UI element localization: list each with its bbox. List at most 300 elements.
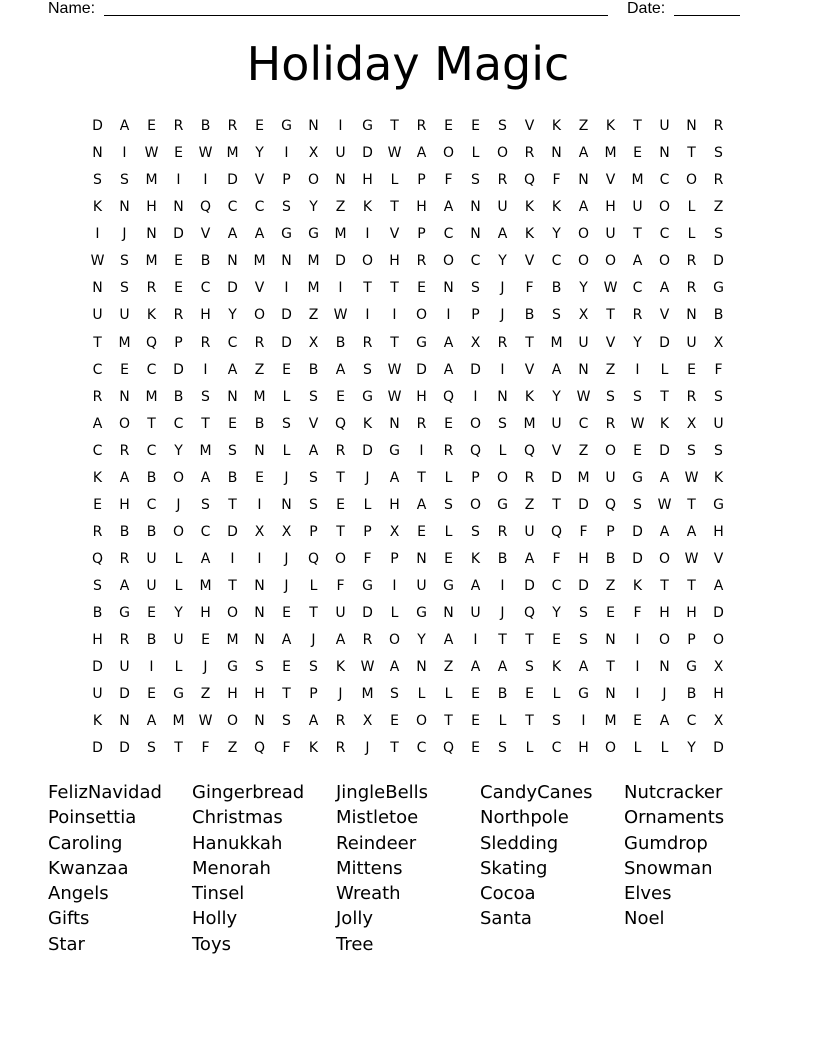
grid-cell: L xyxy=(390,605,399,622)
grid-cell: D xyxy=(119,686,130,703)
grid-cell: D xyxy=(659,442,670,459)
grid-cell: R xyxy=(335,740,346,757)
grid-cell: S xyxy=(579,632,588,649)
grid-cell: R xyxy=(335,442,346,459)
grid-cell: S xyxy=(444,496,453,513)
grid-cell: I xyxy=(257,496,262,513)
grid-row xyxy=(84,357,732,384)
grid-cell: A xyxy=(443,361,454,378)
grid-cell: U xyxy=(119,659,130,676)
grid-cell: S xyxy=(282,199,291,216)
grid-cell: D xyxy=(362,145,373,162)
grid-cell: U xyxy=(416,578,427,595)
grid-cell: G xyxy=(308,226,319,243)
grid-cell: Q xyxy=(523,172,536,189)
grid-cell: C xyxy=(173,415,184,432)
grid-cell: M xyxy=(199,442,212,459)
grid-cell: X xyxy=(470,334,481,351)
grid-cell: A xyxy=(200,469,211,486)
grid-cell: E xyxy=(471,686,480,703)
grid-cell: H xyxy=(713,523,724,540)
grid-cell: J xyxy=(284,469,289,486)
grid-cell: E xyxy=(471,118,480,134)
grid-cell: T xyxy=(633,118,642,134)
grid-cell: C xyxy=(686,713,697,730)
grid-cell: I xyxy=(338,280,343,297)
grid-cell: Q xyxy=(604,496,617,513)
grid-cell: S xyxy=(309,469,318,486)
grid-cell: F xyxy=(363,551,372,567)
grid-cell: C xyxy=(659,226,670,243)
grid-cell: T xyxy=(525,713,534,730)
grid-cell: N xyxy=(173,199,184,216)
grid-cell: T xyxy=(552,496,561,513)
grid-cell: H xyxy=(119,496,130,513)
grid-cell: T xyxy=(390,334,399,351)
word-list-item: FelizNavidad xyxy=(48,782,162,803)
grid-row xyxy=(84,654,732,681)
grid-cell: E xyxy=(471,713,480,730)
grid-cell: R xyxy=(416,253,427,270)
grid-cell: I xyxy=(446,307,451,324)
grid-cell: T xyxy=(309,605,318,622)
grid-cell: E xyxy=(336,496,345,513)
grid-cell: H xyxy=(605,199,616,216)
grid-cell: S xyxy=(633,496,642,513)
grid-cell: U xyxy=(470,605,481,622)
grid-cell: L xyxy=(444,686,453,703)
grid-cell: M xyxy=(604,145,617,162)
grid-cell: M xyxy=(118,334,131,351)
grid-cell: E xyxy=(147,605,156,622)
grid-cell: D xyxy=(335,253,346,270)
grid-cell: A xyxy=(119,578,130,595)
grid-cell: C xyxy=(92,442,103,459)
grid-cell: A xyxy=(470,659,481,676)
grid-cell: R xyxy=(335,713,346,730)
grid-cell: T xyxy=(660,578,669,595)
grid-cell: A xyxy=(632,253,643,270)
grid-cell: D xyxy=(713,253,724,270)
name-label: Name: xyxy=(48,0,96,17)
grid-cell: R xyxy=(713,172,724,189)
grid-cell: N xyxy=(254,442,265,459)
grid-cell: Y xyxy=(633,334,642,351)
grid-cell: T xyxy=(687,496,696,513)
grid-cell: R xyxy=(146,280,157,297)
grid-cell: V xyxy=(551,442,562,459)
grid-cell: A xyxy=(308,713,319,730)
grid-row xyxy=(84,113,732,140)
grid-cell: E xyxy=(120,361,129,378)
grid-cell: C xyxy=(200,280,211,297)
grid-cell: C xyxy=(551,253,562,270)
grid-cell: X xyxy=(281,523,292,540)
grid-cell: I xyxy=(338,118,343,134)
grid-cell: R xyxy=(173,307,184,324)
grid-cell: V xyxy=(605,334,616,351)
grid-cell: Y xyxy=(174,605,183,622)
word-list-item: Sledding xyxy=(480,832,559,854)
grid-cell: E xyxy=(174,280,183,297)
grid-cell: E xyxy=(444,415,453,432)
word-list-item: Tree xyxy=(336,933,374,955)
grid-cell: N xyxy=(227,253,238,270)
grid-cell: T xyxy=(336,469,345,486)
grid-cell: G xyxy=(713,496,724,513)
grid-cell: S xyxy=(147,740,156,757)
grid-cell: N xyxy=(389,415,400,432)
grid-cell: Z xyxy=(308,307,319,324)
grid-cell: T xyxy=(390,280,399,297)
grid-cell: W xyxy=(144,145,159,162)
grid-cell: R xyxy=(173,118,184,134)
grid-cell: L xyxy=(174,659,183,676)
grid-cell: F xyxy=(633,605,642,622)
grid-row xyxy=(84,492,732,519)
grid-cell: L xyxy=(363,496,372,513)
grid-cell: R xyxy=(119,442,130,459)
grid-cell: O xyxy=(496,145,509,162)
grid-cell: K xyxy=(659,415,670,432)
grid-cell: K xyxy=(551,199,562,216)
grid-cell: N xyxy=(281,496,292,513)
grid-cell: R xyxy=(416,118,427,134)
grid-cell: H xyxy=(659,605,670,622)
grid-cell: U xyxy=(605,469,616,486)
grid-cell: L xyxy=(417,686,426,703)
grid-cell: O xyxy=(469,415,482,432)
date-label: Date: xyxy=(627,0,666,17)
grid-cell: D xyxy=(281,334,292,351)
grid-cell: W xyxy=(630,415,645,432)
grid-cell: Z xyxy=(713,199,724,216)
grid-cell: T xyxy=(417,469,426,486)
grid-cell: S xyxy=(309,659,318,676)
grid-cell: N xyxy=(470,226,481,243)
grid-cell: D xyxy=(173,226,184,243)
grid-cell: O xyxy=(226,605,239,622)
grid-cell: L xyxy=(390,172,399,189)
grid-cell: B xyxy=(173,388,184,405)
grid-cell: P xyxy=(417,226,426,243)
grid-cell: O xyxy=(712,632,725,649)
grid-cell: D xyxy=(551,469,562,486)
grid-cell: R xyxy=(605,415,616,432)
grid-cell: K xyxy=(92,469,103,486)
grid-cell: J xyxy=(662,686,667,703)
grid-cell: C xyxy=(227,199,238,216)
grid-cell: G xyxy=(362,578,373,595)
grid-cell: U xyxy=(335,145,346,162)
grid-cell: O xyxy=(226,713,239,730)
grid-cell: D xyxy=(659,334,670,351)
grid-cell: N xyxy=(335,172,346,189)
word-list-item: Mistletoe xyxy=(336,807,419,829)
grid-cell: H xyxy=(200,307,211,324)
grid-cell: R xyxy=(713,118,724,134)
grid-cell: M xyxy=(334,226,347,243)
grid-cell: I xyxy=(95,226,100,243)
grid-cell: I xyxy=(473,388,478,405)
grid-cell: S xyxy=(120,172,129,189)
grid-cell: N xyxy=(686,307,697,324)
grid-cell: F xyxy=(444,172,453,189)
grid-cell: T xyxy=(363,280,372,297)
grid-cell: E xyxy=(633,145,642,162)
grid-cell: K xyxy=(605,118,616,134)
grid-cell: H xyxy=(92,632,103,649)
grid-cell: B xyxy=(200,118,211,134)
grid-cell: D xyxy=(578,496,589,513)
word-list-item: Gumdrop xyxy=(624,832,708,854)
grid-cell: X xyxy=(308,334,319,351)
grid-cell: A xyxy=(389,469,400,486)
grid-cell: I xyxy=(635,659,640,676)
grid-cell: F xyxy=(552,551,561,567)
grid-cell: S xyxy=(282,415,291,432)
grid-cell: I xyxy=(500,361,505,378)
date-line[interactable] xyxy=(674,15,740,16)
word-list-item: Menorah xyxy=(192,857,271,879)
grid-cell: A xyxy=(524,551,535,567)
grid-cell: S xyxy=(282,713,291,730)
grid-cell: Q xyxy=(523,442,536,459)
grid-cell: T xyxy=(606,307,615,324)
grid-cell: Y xyxy=(417,632,426,649)
grid-cell: E xyxy=(525,686,534,703)
word-list xyxy=(48,780,768,957)
grid-cell: W xyxy=(684,469,699,486)
grid-cell: N xyxy=(227,388,238,405)
grid-cell: F xyxy=(201,740,210,757)
grid-cell: T xyxy=(525,632,534,649)
grid-cell: L xyxy=(444,523,453,540)
grid-cell: B xyxy=(146,523,157,540)
grid-cell: E xyxy=(201,632,210,649)
grid-cell: U xyxy=(524,523,535,540)
grid-cell: X xyxy=(713,713,724,730)
word-list-item: Toys xyxy=(192,933,231,955)
grid-cell: O xyxy=(658,253,671,270)
grid-row xyxy=(84,167,732,194)
grid-cell: M xyxy=(361,686,374,703)
grid-cell: S xyxy=(120,253,129,270)
word-list-item: Northpole xyxy=(480,807,569,829)
grid-cell: J xyxy=(365,469,370,486)
grid-cell: G xyxy=(416,334,427,351)
grid-cell: V xyxy=(713,551,724,567)
grid-cell: B xyxy=(146,469,157,486)
grid-cell: B xyxy=(119,523,130,540)
grid-cell: F xyxy=(579,523,588,540)
grid-cell: E xyxy=(390,713,399,730)
grid-cell: E xyxy=(282,605,291,622)
grid-cell: R xyxy=(92,388,103,405)
grid-cell: C xyxy=(254,199,265,216)
grid-cell: T xyxy=(606,659,615,676)
grid-cell: Z xyxy=(443,659,454,676)
grid-cell: A xyxy=(686,523,697,540)
grid-cell: A xyxy=(443,334,454,351)
grid-cell: O xyxy=(361,253,374,270)
grid-cell: N xyxy=(659,145,670,162)
grid-cell: O xyxy=(388,632,401,649)
grid-cell: K xyxy=(362,199,373,216)
grid-cell: O xyxy=(658,551,671,567)
grid-cell: U xyxy=(119,307,130,324)
grid-cell: I xyxy=(635,361,640,378)
grid-cell: G xyxy=(416,605,427,622)
grid-cell: S xyxy=(228,442,237,459)
grid-cell: K xyxy=(713,469,724,486)
grid-cell: Y xyxy=(687,740,696,757)
grid-cell: A xyxy=(659,523,670,540)
grid-cell: I xyxy=(392,578,397,595)
grid-row xyxy=(84,438,732,465)
grid-cell: E xyxy=(336,388,345,405)
grid-cell: A xyxy=(551,361,562,378)
grid-cell: V xyxy=(389,226,400,243)
grid-cell: Z xyxy=(605,361,616,378)
grid-cell: S xyxy=(201,388,210,405)
grid-cell: W xyxy=(198,145,213,162)
grid-cell: A xyxy=(497,226,508,243)
grid-cell: E xyxy=(174,145,183,162)
grid-cell: U xyxy=(335,605,346,622)
grid-cell: A xyxy=(659,469,670,486)
grid-cell: S xyxy=(390,686,399,703)
grid-cell: N xyxy=(551,145,562,162)
grid-cell: I xyxy=(635,632,640,649)
grid-cell: J xyxy=(284,578,289,595)
grid-cell: N xyxy=(605,686,616,703)
grid-cell: A xyxy=(335,632,346,649)
grid-cell: L xyxy=(471,145,480,162)
grid-cell: T xyxy=(687,578,696,595)
grid-cell: F xyxy=(282,740,291,757)
grid-cell: B xyxy=(497,686,508,703)
grid-cell: D xyxy=(632,523,643,540)
grid-cell: O xyxy=(496,469,509,486)
grid-cell: M xyxy=(145,172,158,189)
word-list-item: Ornaments xyxy=(624,807,725,829)
grid-cell: D xyxy=(578,578,589,595)
grid-cell: I xyxy=(500,578,505,595)
grid-cell: U xyxy=(632,199,643,216)
grid-cell: U xyxy=(92,307,103,324)
word-list-item: Nutcracker xyxy=(624,782,723,803)
grid-cell: P xyxy=(363,523,372,540)
word-list-item: Mittens xyxy=(336,857,403,879)
grid-cell: I xyxy=(203,361,208,378)
grid-cell: G xyxy=(578,686,589,703)
grid-cell: B xyxy=(524,307,535,324)
grid-row xyxy=(84,600,732,627)
grid-cell: P xyxy=(282,172,291,189)
grid-cell: Q xyxy=(550,523,563,540)
grid-cell: Y xyxy=(228,307,237,324)
grid-cell: M xyxy=(253,253,266,270)
grid-cell: O xyxy=(334,551,347,567)
grid-cell: V xyxy=(605,172,616,189)
grid-cell: K xyxy=(92,713,103,730)
grid-cell: G xyxy=(713,280,724,297)
grid-cell: S xyxy=(471,172,480,189)
grid-cell: D xyxy=(713,605,724,622)
grid-cell: N xyxy=(254,632,265,649)
grid-cell: K xyxy=(470,551,481,567)
grid-cell: S xyxy=(552,307,561,324)
grid-cell: V xyxy=(200,226,211,243)
grid-cell: D xyxy=(470,361,481,378)
grid-cell: G xyxy=(686,659,697,676)
grid-cell: Z xyxy=(605,578,616,595)
grid-cell: S xyxy=(255,659,264,676)
word-list-item: Caroling xyxy=(48,832,123,854)
grid-cell: R xyxy=(686,280,697,297)
grid-cell: N xyxy=(119,388,130,405)
grid-cell: O xyxy=(604,442,617,459)
grid-cell: R xyxy=(362,334,373,351)
name-line[interactable] xyxy=(104,15,608,16)
grid-cell: T xyxy=(525,334,534,351)
grid-cell: P xyxy=(606,523,615,540)
grid-cell: B xyxy=(497,551,508,567)
grid-cell: U xyxy=(146,551,157,567)
grid-cell: L xyxy=(687,226,696,243)
grid-row xyxy=(84,248,732,275)
grid-cell: I xyxy=(122,145,127,162)
word-list-item: Angels xyxy=(48,883,109,905)
grid-cell: S xyxy=(498,118,507,134)
grid-cell: C xyxy=(146,496,157,513)
grid-cell: S xyxy=(309,496,318,513)
grid-cell: M xyxy=(307,253,320,270)
grid-cell: T xyxy=(336,523,345,540)
grid-cell: Y xyxy=(579,280,588,297)
grid-cell: U xyxy=(92,686,103,703)
grid-cell: U xyxy=(605,226,616,243)
grid-cell: R xyxy=(416,415,427,432)
grid-cell: N xyxy=(254,713,265,730)
grid-cell: E xyxy=(255,469,264,486)
grid-cell: G xyxy=(362,388,373,405)
grid-cell: N xyxy=(443,280,454,297)
grid-cell: I xyxy=(284,145,289,162)
grid-cell: H xyxy=(416,199,427,216)
grid-cell: T xyxy=(444,713,453,730)
grid-cell: D xyxy=(416,361,427,378)
grid-cell: C xyxy=(200,523,211,540)
grid-cell: H xyxy=(389,253,400,270)
grid-cell: D xyxy=(92,118,103,134)
grid-cell: W xyxy=(387,388,402,405)
grid-cell: I xyxy=(149,659,154,676)
grid-cell: C xyxy=(659,172,670,189)
grid-cell: C xyxy=(551,578,562,595)
grid-cell: G xyxy=(389,442,400,459)
grid-cell: Y xyxy=(255,145,264,162)
grid-cell: E xyxy=(93,496,102,513)
grid-cell: G xyxy=(173,686,184,703)
grid-cell: Z xyxy=(524,496,535,513)
grid-row xyxy=(84,330,732,357)
grid-cell: M xyxy=(199,578,212,595)
grid-cell: M xyxy=(226,632,239,649)
grid-row xyxy=(84,275,732,302)
grid-cell: X xyxy=(362,713,373,730)
